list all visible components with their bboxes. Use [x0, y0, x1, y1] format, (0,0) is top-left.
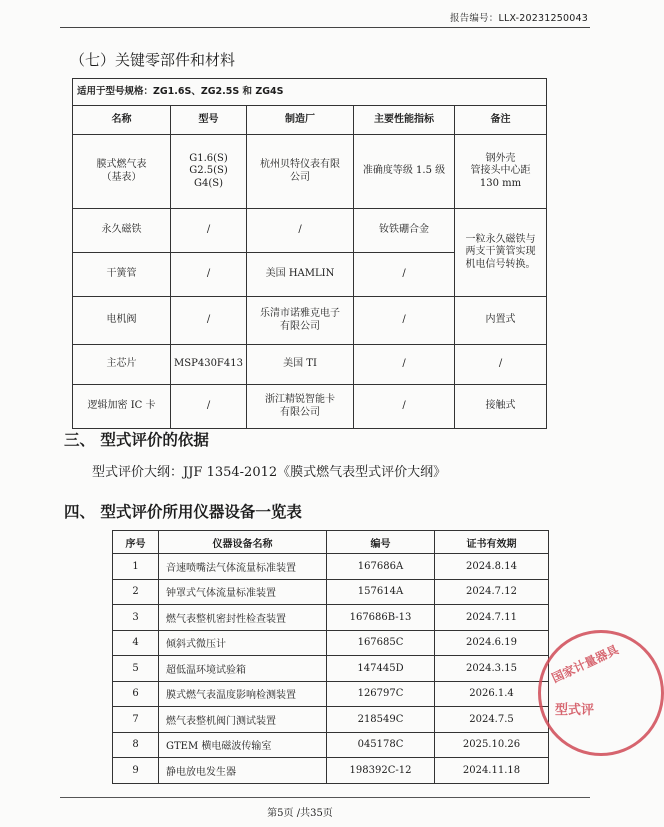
- cell-note: 接触式: [455, 385, 547, 429]
- table-row: [113, 732, 549, 758]
- col-header-maker: 制造厂: [247, 106, 354, 135]
- cell-instrument: 膜式燃气表温度影响检测装置: [159, 681, 327, 707]
- report-number: 报告编号：LLX-20231250043: [449, 13, 588, 24]
- cell-no: 9: [113, 758, 159, 784]
- cell-instrument: 音速喷嘴法气体流量标准装置: [159, 554, 327, 580]
- official-seal-stamp: [538, 630, 664, 756]
- evaluation-basis: 型式评价大纲：JJF 1354-2012《膜式燃气表型式评价大纲》: [92, 465, 447, 480]
- cell-model: /: [171, 209, 247, 253]
- seal-text-mid: 型式评: [555, 703, 595, 718]
- cell-validity: 2024.6.19: [435, 630, 549, 656]
- table-row: [73, 385, 547, 429]
- col-header-name: 名称: [73, 106, 171, 135]
- cell-code: 126797C: [327, 681, 435, 707]
- cell-model: G1.6(S) G2.5(S) G4(S): [171, 135, 247, 209]
- cell-validity: 2025.10.26: [435, 732, 549, 758]
- cell-model: /: [171, 297, 247, 345]
- key-components-table: [72, 78, 547, 429]
- cell-instrument: GTEM 横电磁波传输室: [159, 732, 327, 758]
- cell-code: 198392C-12: [327, 758, 435, 784]
- cell-model: /: [171, 253, 247, 297]
- cell-validity: 2024.8.14: [435, 554, 549, 580]
- cell-no: 7: [113, 707, 159, 733]
- cell-instrument: 钟罩式气体流量标准装置: [159, 579, 327, 605]
- cell-maker: 美国 TI: [247, 345, 354, 385]
- cell-note: 钢外壳 管接头中心距 130 mm: [455, 135, 547, 209]
- table-row: [73, 209, 547, 253]
- cell-model: /: [171, 385, 247, 429]
- table-row: [73, 135, 547, 209]
- table-row: [73, 297, 547, 345]
- cell-no: 1: [113, 554, 159, 580]
- section-7-title: （七）关键零部件和材料: [70, 51, 236, 69]
- col-header-model: 型号: [171, 106, 247, 135]
- cell-spec: 准确度等级 1.5 级: [354, 135, 455, 209]
- col-header-code: 编号: [327, 531, 435, 554]
- cell-code: 167685C: [327, 630, 435, 656]
- instruments-table: [112, 530, 549, 784]
- cell-code: 147445D: [327, 656, 435, 682]
- page-number: 第5页 /共35页: [267, 808, 333, 819]
- cell-spec: /: [354, 297, 455, 345]
- col-header-note: 备注: [455, 106, 547, 135]
- section-3-title: 三、 型式评价的依据: [64, 431, 209, 449]
- cell-note: 内置式: [455, 297, 547, 345]
- cell-code: 218549C: [327, 707, 435, 733]
- col-header-no: 序号: [113, 531, 159, 554]
- table-row: [113, 579, 549, 605]
- col-header-spec: 主要性能指标: [354, 106, 455, 135]
- seal-text-top: 国家计量器具: [549, 642, 621, 686]
- cell-no: 8: [113, 732, 159, 758]
- cell-validity: 2024.7.11: [435, 605, 549, 631]
- cell-note: 一粒永久磁铁与 两支干簧管实现 机电信号转换。: [455, 209, 547, 297]
- cell-name: 膜式燃气表 （基表）: [73, 135, 171, 209]
- cell-maker: 美国 HAMLIN: [247, 253, 354, 297]
- table-row: [113, 554, 549, 580]
- table-row: [113, 707, 549, 733]
- cell-instrument: 燃气表整机密封性检查装置: [159, 605, 327, 631]
- cell-code: 157614A: [327, 579, 435, 605]
- table-row: [113, 758, 549, 784]
- table-row: [113, 605, 549, 631]
- table-row: [113, 630, 549, 656]
- cell-validity: 2024.11.18: [435, 758, 549, 784]
- cell-no: 3: [113, 605, 159, 631]
- cell-spec: /: [354, 385, 455, 429]
- cell-maker: 浙江精锐智能卡 有限公司: [247, 385, 354, 429]
- cell-no: 4: [113, 630, 159, 656]
- col-header-validity: 证书有效期: [435, 531, 549, 554]
- cell-name: 主芯片: [73, 345, 171, 385]
- cell-validity: 2026.1.4: [435, 681, 549, 707]
- section-4-title: 四、 型式评价所用仪器设备一览表: [64, 503, 302, 521]
- cell-name: 干簧管: [73, 253, 171, 297]
- table-row: [113, 656, 549, 682]
- col-header-instrument: 仪器设备名称: [159, 531, 327, 554]
- cell-no: 2: [113, 579, 159, 605]
- cell-instrument: 静电放电发生器: [159, 758, 327, 784]
- cell-no: 5: [113, 656, 159, 682]
- cell-model: MSP430F413: [171, 345, 247, 385]
- footer-divider: [60, 797, 590, 798]
- cell-code: 167686B-13: [327, 605, 435, 631]
- cell-validity: 2024.3.15: [435, 656, 549, 682]
- cell-note: /: [455, 345, 547, 385]
- cell-name: 电机阀: [73, 297, 171, 345]
- cell-spec: /: [354, 253, 455, 297]
- header-divider: [60, 27, 590, 28]
- cell-name: 逻辑加密 IC 卡: [73, 385, 171, 429]
- cell-instrument: 燃气表整机阀门测试装置: [159, 707, 327, 733]
- cell-no: 6: [113, 681, 159, 707]
- cell-validity: 2024.7.5: [435, 707, 549, 733]
- cell-spec: /: [354, 345, 455, 385]
- table-row: [73, 345, 547, 385]
- cell-maker: 杭州贝特仪表有限 公司: [247, 135, 354, 209]
- cell-maker: /: [247, 209, 354, 253]
- table-row: [113, 681, 549, 707]
- cell-code: 045178C: [327, 732, 435, 758]
- cell-name: 永久磁铁: [73, 209, 171, 253]
- cell-instrument: 倾斜式微压计: [159, 630, 327, 656]
- applies-to-models: 适用于型号规格：ZG1.6S、ZG2.5S 和 ZG4S: [73, 79, 547, 106]
- cell-code: 167686A: [327, 554, 435, 580]
- cell-maker: 乐清市诺雅克电子 有限公司: [247, 297, 354, 345]
- cell-instrument: 超低温环境试验箱: [159, 656, 327, 682]
- cell-validity: 2024.7.12: [435, 579, 549, 605]
- cell-spec: 钕铁硼合金: [354, 209, 455, 253]
